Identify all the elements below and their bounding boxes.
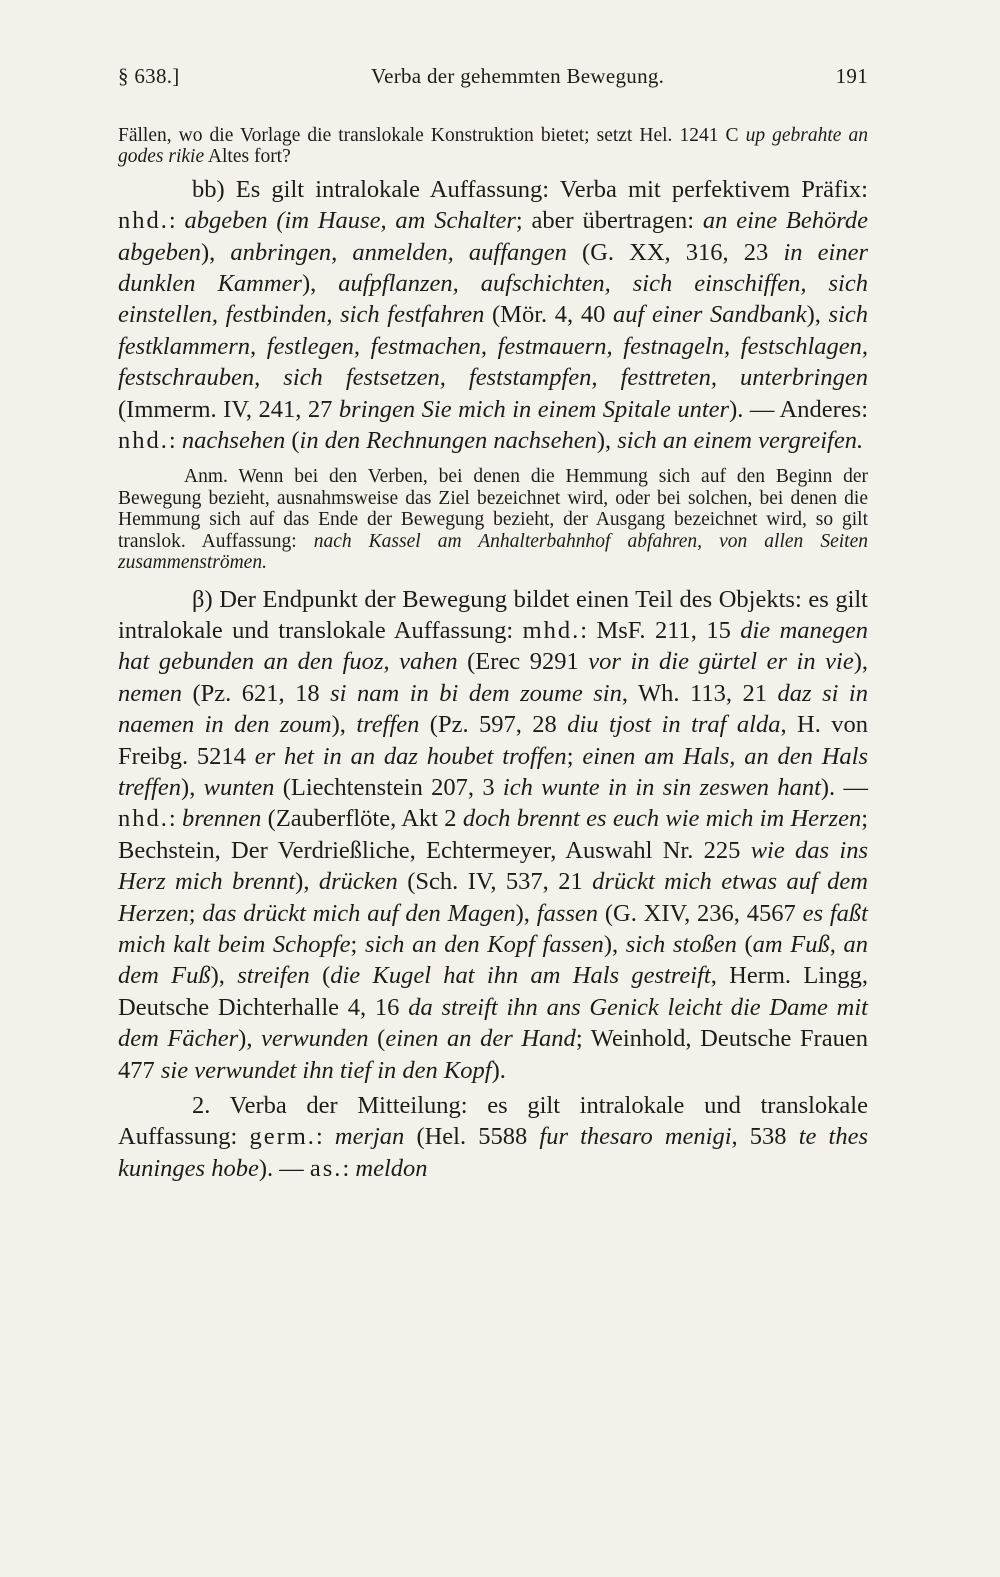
text-run: , Wh. 113, 21: [621, 679, 778, 707]
running-title: Verba der gehemmten Bewegung.: [370, 64, 665, 88]
italic-term: diu tjost in traf alda: [567, 711, 781, 739]
text-run: ),: [301, 270, 339, 298]
body-text: [118, 125, 868, 1184]
text-run: :: [168, 427, 182, 455]
text-run: β) Der Endpunkt der Bewegung bildet einen Teil des Objekts: es gilt intralokale und translokale Auffassung:: [118, 585, 868, 644]
italic-term: streifen: [237, 962, 310, 990]
italic-term: die Kugel hat ihn am Hals gestreift: [330, 962, 711, 990]
italic-term: nach Kassel am Anhalterbahnhof abfahren, von allen Seiten zusammenströmen.: [118, 530, 868, 574]
text-run: (: [736, 930, 753, 958]
italic-term: drückt mich etwas auf dem Herzen: [118, 868, 868, 927]
text-run: (Pz. 621, 18: [181, 679, 331, 707]
italic-term: die manegen hat gebunden an den fuoz: [118, 616, 869, 676]
italic-term: brennen: [182, 805, 262, 833]
text-run: ),: [331, 711, 357, 739]
text-run: (Mör. 4, 40: [484, 301, 613, 329]
text-run: ). —: [258, 1154, 310, 1182]
text-run: (Sch. IV, 537, 21: [397, 868, 593, 896]
paragraph-continuation: [118, 125, 868, 168]
language-label: germ.: [249, 1123, 316, 1151]
text-run: :: [168, 805, 182, 833]
language-label: mhd.: [522, 616, 581, 644]
italic-term: up gebrahte an godes rikie: [118, 125, 868, 168]
italic-term: nemen: [118, 679, 182, 707]
italic-term: an eine Behörde abgeben: [118, 207, 868, 266]
text-run: (Pz. 597, 28: [419, 711, 568, 739]
italic-term: aufpflanzen, aufschichten, sich einschiffen, sich einstellen, festbinden, sich festfahren: [118, 270, 868, 329]
italic-term: da streift ihn ans Genick leicht die Dame mit dem Fächer: [118, 993, 868, 1053]
text-run: ),: [181, 773, 204, 801]
italic-term: abgeben (im Hause, am Schalter: [184, 207, 516, 235]
text-run: ; Bechstein, Der Verdrießliche, Echtermeyer, Auswahl Nr. 225: [118, 805, 869, 864]
text-run: 2. Verba der Mitteilung: es gilt intralokale und translokale Auffassung:: [118, 1092, 868, 1151]
text-run: ),: [603, 930, 626, 958]
text-run: :: [168, 207, 185, 235]
text-run: (Erec 9291: [457, 648, 589, 676]
text-run: (Hel. 5588: [404, 1123, 540, 1151]
paragraph-endpunkt: [118, 584, 868, 1087]
italic-term: am Fuß, an dem Fuß: [118, 930, 868, 990]
italic-term: fur thesaro menigi: [539, 1123, 732, 1151]
text-run: , 538: [731, 1123, 799, 1151]
text-run: : MsF. 211, 15: [580, 616, 741, 644]
text-run: bb) Es gilt intralokale Auffassung: Verba mit perfektivem Präfix:: [192, 175, 868, 203]
text-run: (: [285, 427, 300, 455]
text-run: ),: [515, 899, 537, 927]
italic-term: drücken: [318, 868, 398, 896]
text-run: ;: [188, 899, 203, 927]
italic-term: es faßt mich kalt beim Schopfe: [118, 899, 868, 958]
italic-term: meldon: [355, 1154, 428, 1182]
text-run: :: [342, 1154, 356, 1182]
text-run: ),: [596, 427, 618, 455]
text-run: ),: [853, 648, 868, 676]
text-run: (Liechtenstein 207, 3: [274, 773, 503, 801]
text-run: ).: [491, 1056, 506, 1084]
italic-term: vahen: [399, 648, 458, 676]
text-run: ),: [201, 238, 231, 266]
language-label: as.: [309, 1154, 343, 1182]
text-run: , Herm. Lingg, Deutsche Dichterhalle 4, 16: [118, 962, 868, 1021]
text-run: (G. XX, 316, 23: [566, 238, 784, 266]
text-run: ; aber übertragen:: [515, 207, 703, 235]
italic-term: si nam in bi dem zoume sin: [330, 679, 622, 707]
text-run: ;: [566, 742, 583, 770]
text-run: ). —: [820, 773, 868, 801]
italic-term: fassen: [536, 899, 599, 927]
italic-term: in einer dunklen Kammer: [118, 238, 868, 298]
italic-term: merjan: [334, 1123, 405, 1151]
italic-term: ich wunte in in sin zeswen hant: [502, 773, 821, 801]
text-run: (Zauberflöte, Akt 2: [261, 805, 463, 833]
italic-term: wie das ins Herz mich brennt: [118, 836, 868, 896]
italic-term: bringen Sie mich in einem Spitale unter: [338, 395, 730, 423]
text-run: (G. XIV, 236, 4567: [598, 899, 803, 927]
paragraph-intralokal: [118, 174, 868, 457]
paragraph-anmerkung: [118, 466, 868, 573]
text-run: (: [368, 1025, 386, 1053]
italic-term: sie verwundet ihn tief in den Kopf: [160, 1056, 492, 1084]
text-run: ),: [806, 301, 829, 329]
text-run: ,: [383, 648, 400, 676]
italic-term: vor in die gürtel er in vie: [588, 648, 854, 676]
text-run: ),: [295, 868, 319, 896]
text-run: Anm. Wenn bei den Verben, bei denen die Hemmung sich auf den Beginn der Bewegung bezieht, ausnahmsweise das Ziel bezeichnet wird, oder bei solchen, bei denen die Hemmung sich auf das Ende der Bewegung bezieht, der Ausgang bezeichnet wird, so gilt translok. Auffassung:: [118, 466, 868, 552]
text-run: (: [309, 962, 331, 990]
language-label: nhd.: [118, 805, 169, 833]
language-label: nhd.: [118, 207, 169, 235]
italic-term: anbringen, anmelden, auffangen: [230, 238, 567, 266]
italic-term: einen an der Hand: [385, 1025, 576, 1053]
paragraph-mitteilung: [118, 1090, 868, 1184]
text-run: ; Weinhold, Deutsche Frauen 477: [118, 1025, 868, 1084]
italic-term: sich festklammern, festlegen, festmachen, festmauern, festnageln, festschlagen, festschrauben, sich festsetzen, feststampfen, festtreten, unterbringen: [118, 301, 868, 392]
italic-term: wunten: [203, 773, 275, 801]
italic-term: er het in an daz houbet troffen: [254, 742, 567, 770]
page-number: 191: [835, 64, 868, 88]
text-run: Altes fort?: [204, 146, 291, 168]
italic-term: sich an den Kopf fassen: [364, 930, 604, 958]
italic-term: verwunden: [261, 1025, 369, 1053]
italic-term: in den Rechnungen nachsehen: [299, 427, 597, 455]
language-label: nhd.: [118, 427, 169, 455]
italic-term: treffen: [356, 711, 420, 739]
running-head: [118, 64, 868, 89]
italic-term: auf einer Sandbank: [612, 301, 807, 329]
italic-term: daz si in naemen in den zoum: [118, 679, 868, 739]
text-run: ;: [350, 930, 365, 958]
italic-term: te thes kuninges hobe: [118, 1123, 868, 1182]
italic-term: doch brennt es euch wie mich im Herzen: [462, 805, 862, 833]
section-number: § 638.]: [118, 64, 180, 88]
text-run: :: [315, 1123, 335, 1151]
italic-term: einen am Hals, an den Hals treffen: [118, 742, 868, 801]
italic-term: nachsehen: [181, 427, 286, 455]
italic-term: sich stoßen: [625, 930, 737, 958]
italic-term: sich an einem vergreifen.: [617, 427, 864, 455]
text-run: ),: [238, 1025, 262, 1053]
italic-term: das drückt mich auf den Magen: [202, 899, 516, 927]
text-run: ). — Anderes:: [729, 395, 868, 423]
text-run: (Immerm. IV, 241, 27: [118, 395, 339, 423]
text-run: Fällen, wo die Vorlage die translokale Konstruktion bietet; setzt Hel. 1241 C: [118, 125, 746, 146]
text-run: , H. von Freibg. 5214: [118, 711, 868, 770]
text-run: ),: [210, 962, 238, 990]
